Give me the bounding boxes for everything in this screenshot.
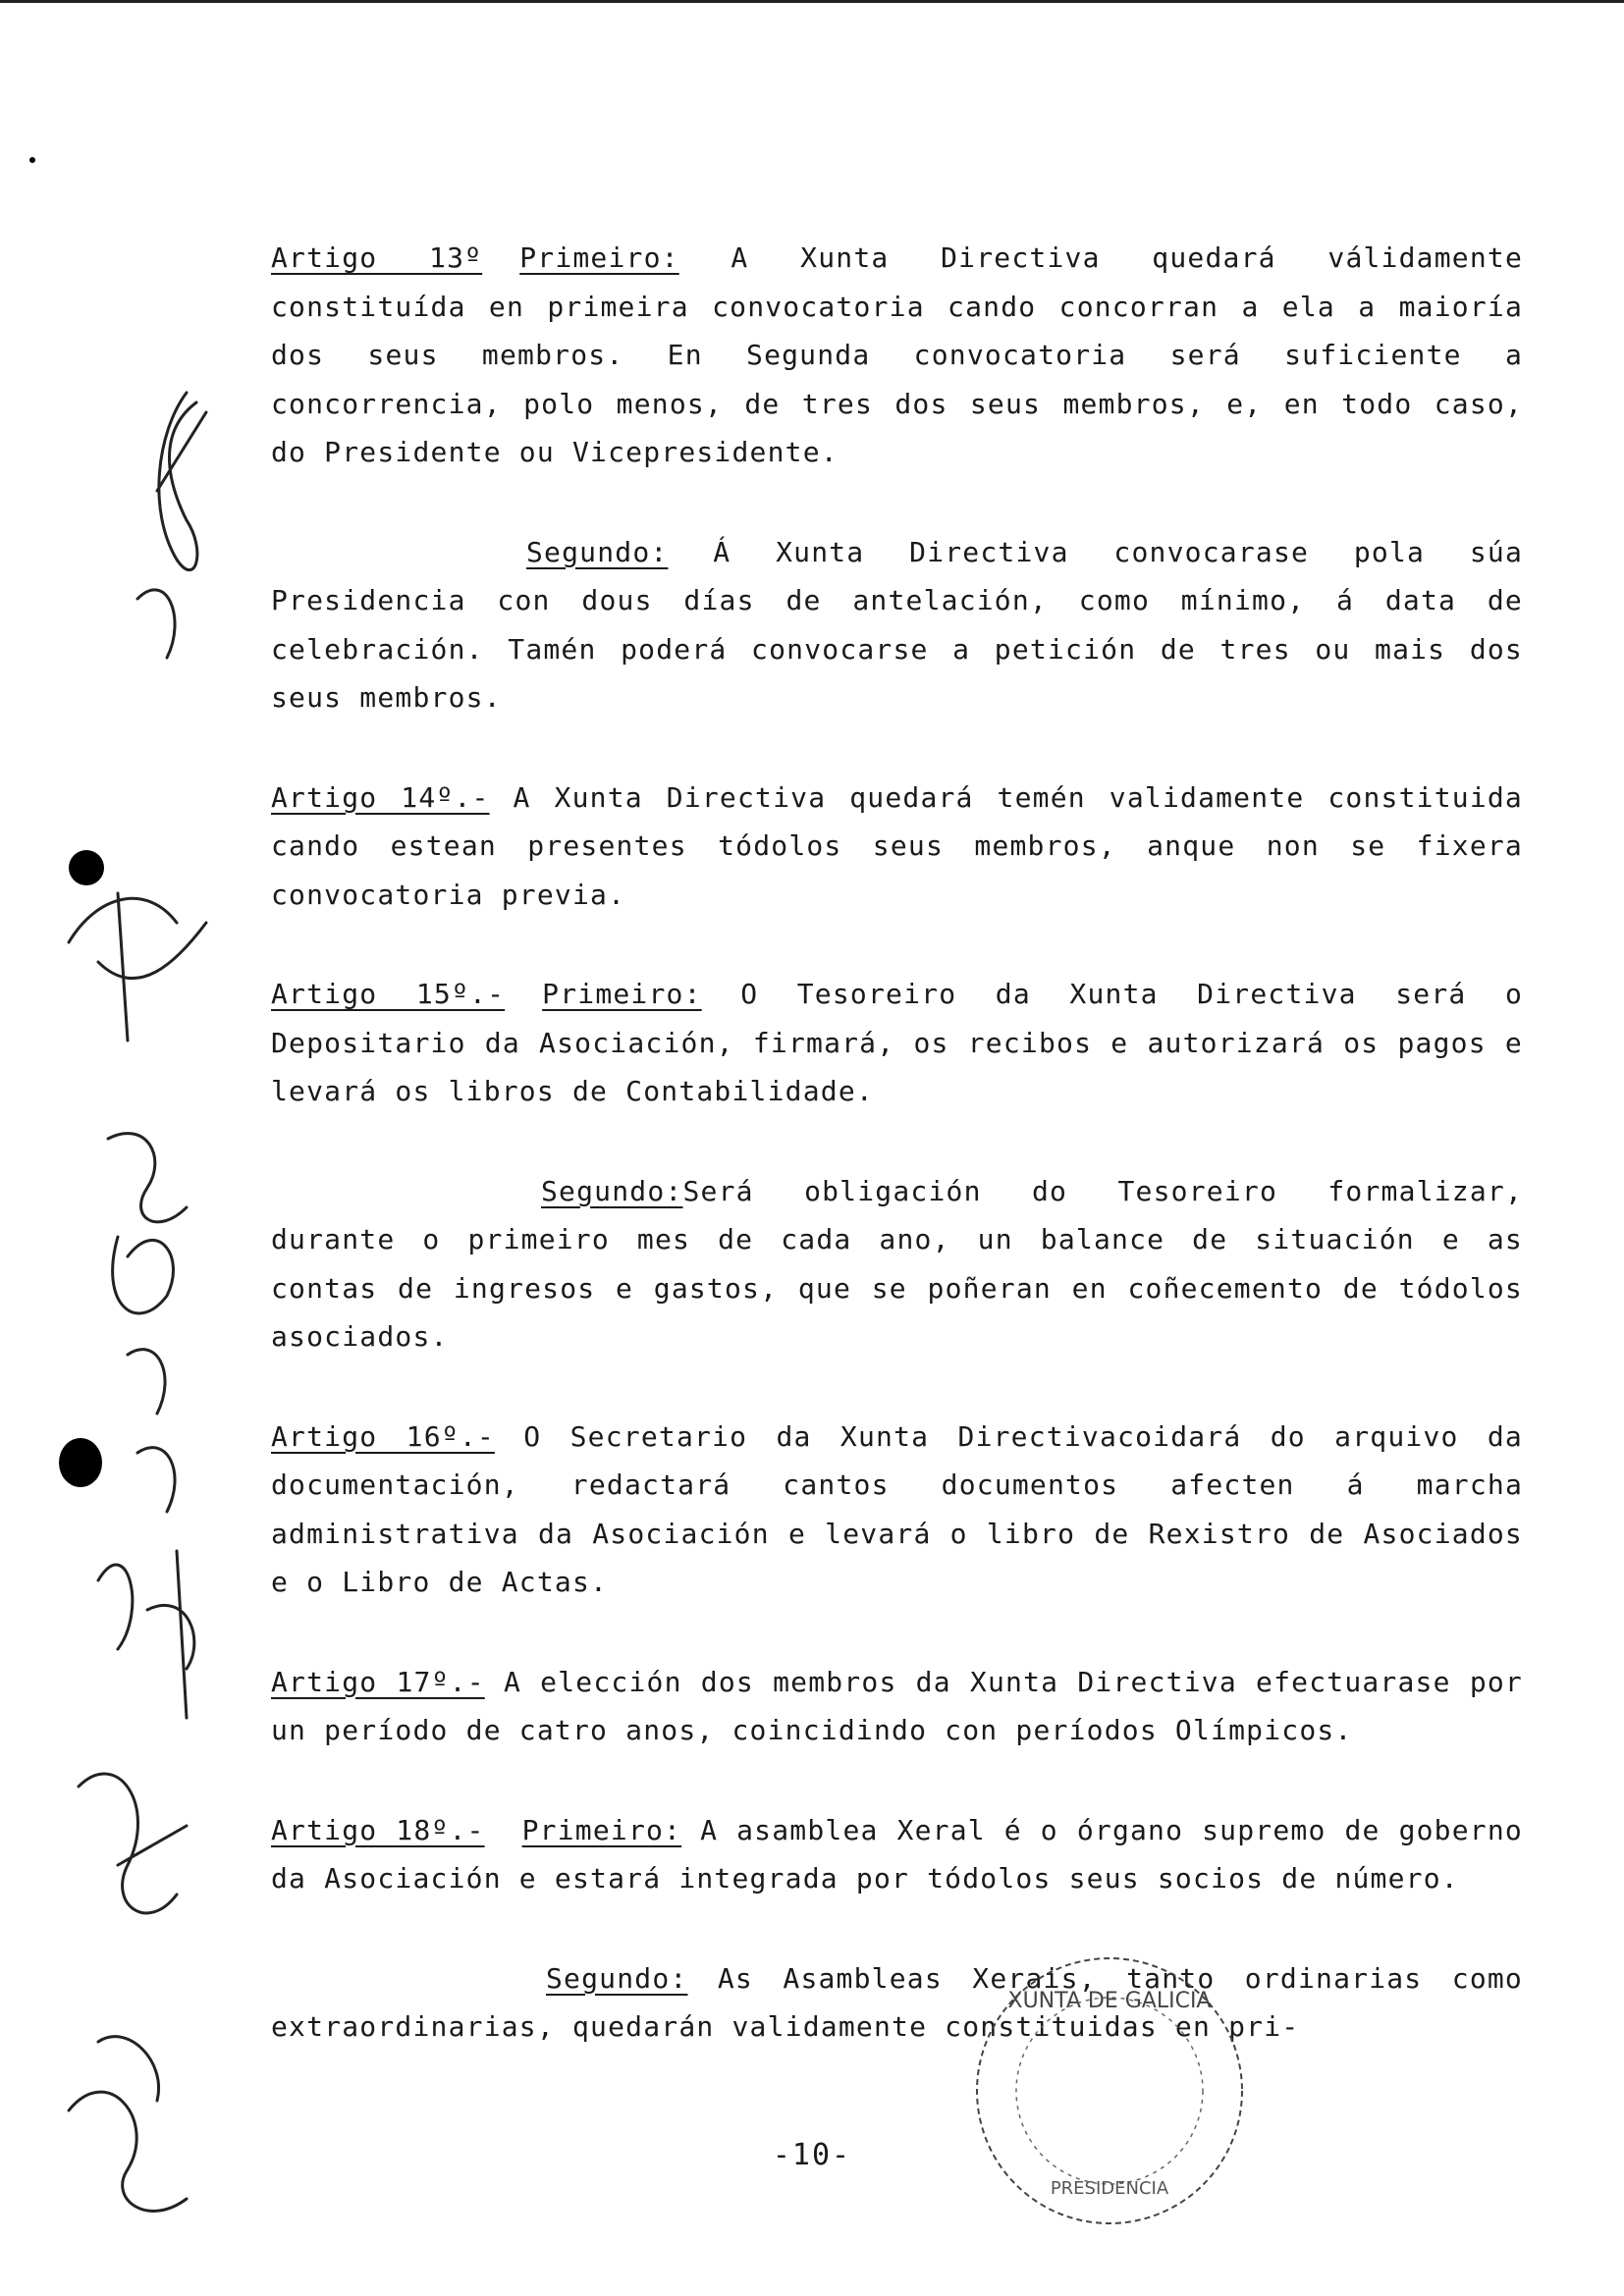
article-label: Artigo 16º.-: [271, 1419, 495, 1453]
article-text: A elección dos membros da Xunta Directiva efectuarase por un período de catro anos, coincidindo con períodos Olímpicos.: [271, 1665, 1523, 1746]
clause-label: Primeiro:: [542, 978, 702, 1010]
article-13-first: [271, 234, 1523, 477]
article-text: O Secretario da Xunta Directivacoidará do arquivo da documentación, redactará cantos documentos afecten á marcha administrativa da Asociación e levará o libro de Rexistro de Asociados e o Libro de Actas.: [271, 1419, 1523, 1598]
article-14: [271, 774, 1523, 920]
article-label: Artigo 15º.-: [271, 978, 506, 1010]
article-13-second: [271, 528, 1523, 722]
article-label: Artigo 18º.-: [271, 1813, 485, 1846]
article-18-first: [271, 1806, 1523, 1903]
clause-text: Será obligación do Tesoreiro formalizar, durante o primeiro mes de cada ano, un balance de situación e as contas de ingresos e gastos, que se poñeran en coñecemento de tódolos asociados.: [271, 1174, 1523, 1353]
clause-text: A asamblea Xeral é o órgano supremo de goberno da Asociación e estará integrada por tódolos seus socios de número.: [271, 1813, 1523, 1895]
article-17: [271, 1658, 1523, 1755]
clause-label: Primeiro:: [519, 241, 679, 274]
clause-label: Segundo:: [526, 535, 669, 568]
seal-subtext: PRESIDENCIA: [1050, 2178, 1169, 2199]
ink-dot: [69, 850, 104, 885]
document-body: [271, 234, 1523, 2103]
official-seal: [967, 1949, 1252, 2233]
article-16: [271, 1413, 1523, 1607]
clause-text: Á Xunta Directiva convocarase pola súa Presidencia con dous días de antelación, como mínimo, á data de celebración. Tamén poderá convocarse a petición de tres ou mais dos seus membros.: [271, 535, 1523, 714]
article-label: Artigo 14º.-: [271, 780, 490, 814]
ink-dot: [29, 157, 35, 163]
scan-edge-line: [0, 0, 1624, 3]
article-18-second: [271, 1954, 1523, 2052]
article-15-second: [271, 1167, 1523, 1362]
page-number: -10-: [772, 2138, 852, 2172]
article-15-first: [271, 970, 1523, 1116]
article-label: Artigo 13º: [271, 241, 483, 274]
article-text: A Xunta Directiva quedará temén validamente constituida cando estean presentes tódolos seus membros, anque non se fixera convocatoria previa.: [271, 780, 1523, 911]
margin-signatures: [39, 373, 236, 2258]
clause-text: A Xunta Directiva quedará válidamente constituída en primeira convocatoria cando concorran a ela a maioría dos seus membros. En Segunda convocatoria será suficiente a concorrencia, polo menos, de tres dos seus membros, e, en todo caso, do Presidente ou Vicepresidente.: [271, 241, 1524, 468]
ink-dot: [59, 1438, 102, 1487]
clause-label: Segundo:: [546, 1961, 688, 1995]
clause-label: Segundo:: [541, 1174, 683, 1207]
clause-text: O Tesoreiro da Xunta Directiva será o Depositario da Asociación, firmará, os recibos e autorizará os pagos e levará os libros de Contabilidade.: [271, 978, 1523, 1107]
article-label: Artigo 17º.-: [271, 1665, 485, 1698]
clause-text: As Asambleas Xerais, tanto ordinarias como extraordinarias, quedarán validamente constituidas en pri-: [271, 1961, 1523, 2043]
seal-text: XUNTA DE GALICIA: [1007, 1989, 1212, 2013]
clause-label: Primeiro:: [521, 1813, 682, 1846]
